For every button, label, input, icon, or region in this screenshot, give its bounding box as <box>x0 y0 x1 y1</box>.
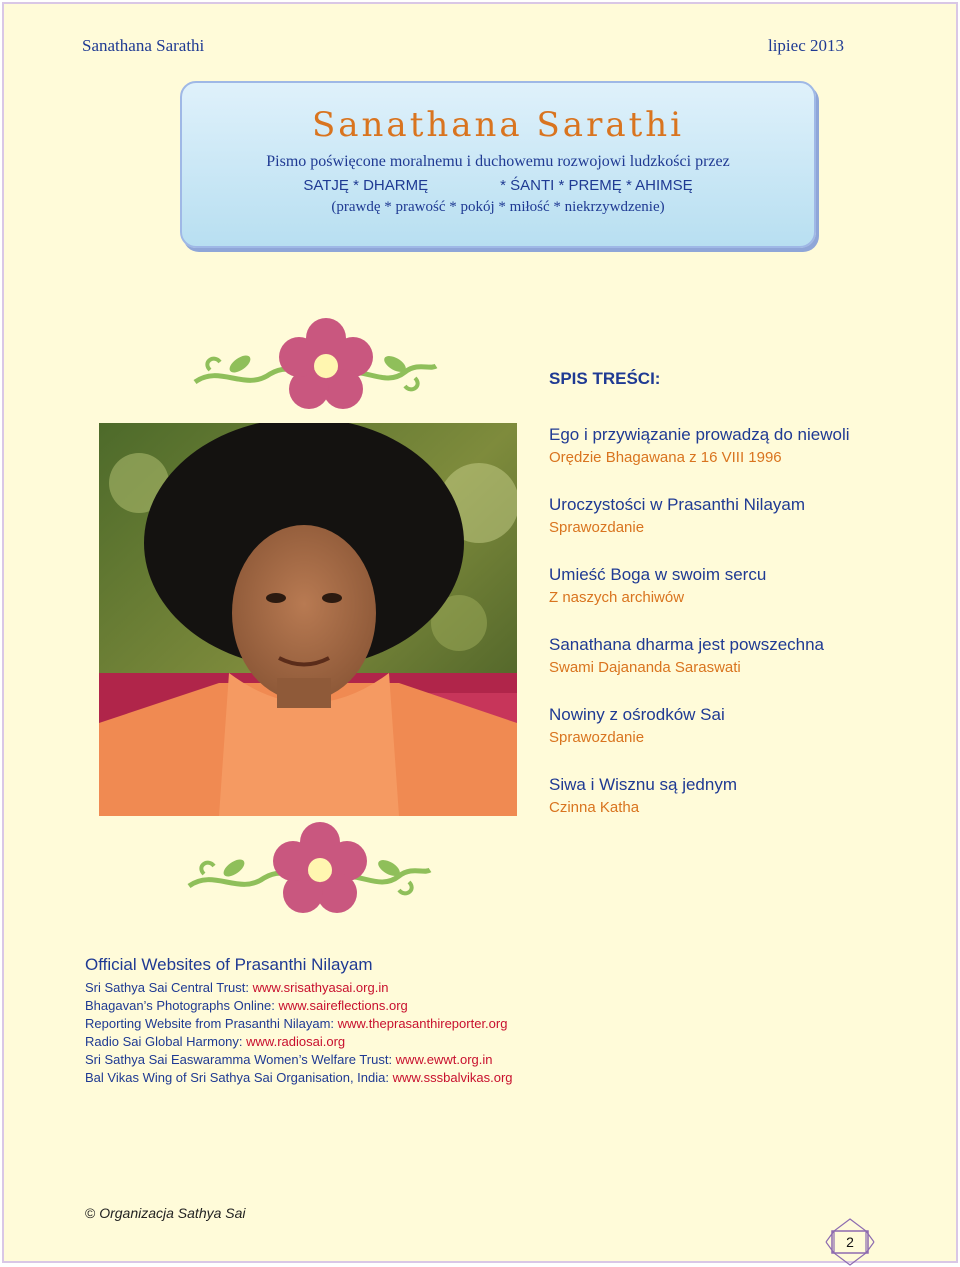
toc-entry-subtitle: Sprawozdanie <box>549 729 645 746</box>
toc-entry-title: Nowiny z ośrodków Sai <box>549 705 725 724</box>
masthead-box <box>180 81 816 248</box>
website-link[interactable]: www.sssbalvikas.org <box>392 1070 513 1085</box>
website-line <box>85 1015 785 1033</box>
toc-entry-subtitle: Czinna Katha <box>549 799 640 816</box>
website-link[interactable]: www.radiosai.org <box>246 1034 346 1049</box>
toc-entry[interactable] <box>549 423 879 469</box>
toc-entry-title: Uroczystości w Prasanthi Nilayam <box>549 495 806 514</box>
toc-entry[interactable] <box>549 563 879 609</box>
toc-entry-subtitle: Z naszych archiwów <box>549 589 685 606</box>
toc-entry-subtitle: Orędzie Bhagawana z 16 VIII 1996 <box>549 449 782 466</box>
table-of-contents <box>549 369 879 843</box>
footer-org: Organizacja Sathya Sai <box>99 1205 246 1221</box>
toc-entry-title: Siwa i Wisznu są jednym <box>549 775 738 794</box>
page <box>2 2 958 1263</box>
header-publication: Sanathana Sarathi <box>82 36 205 55</box>
official-websites <box>85 955 785 1087</box>
website-label: Reporting Website from Prasanthi Nilayam: <box>85 1016 338 1031</box>
toc-entry-title: Ego i przywiązanie prowadzą do niewoli <box>549 425 850 444</box>
website-label: Sri Sathya Sai Easwaramma Women’s Welfare Trust: <box>85 1052 396 1067</box>
toc-entry[interactable] <box>549 493 879 539</box>
header-date: lipiec 2013 <box>767 36 844 55</box>
website-line <box>85 997 785 1015</box>
toc-entry-subtitle: Sprawozdanie <box>549 519 645 536</box>
website-line <box>85 979 785 997</box>
toc-entry-subtitle: Swami Dajananda Saraswati <box>549 659 741 676</box>
toc-entry[interactable] <box>549 773 879 819</box>
values-left: SATJĘ * DHARMĘ <box>303 177 429 194</box>
toc-entry[interactable] <box>549 633 879 679</box>
website-line <box>85 1051 785 1069</box>
website-line <box>85 1033 785 1051</box>
page-number: 2 <box>846 1234 854 1250</box>
website-link[interactable]: www.ewwt.org.in <box>395 1052 493 1067</box>
toc-entry-title: Sanathana dharma jest powszechna <box>549 635 825 654</box>
flower-ornament-icon <box>184 816 434 928</box>
masthead-subtitle: Pismo poświęcone moralnemu i duchowemu rozwojowi ludzkości przez <box>266 153 730 170</box>
website-link[interactable]: www.saireflections.org <box>278 998 408 1013</box>
website-label: Radio Sai Global Harmony: <box>85 1034 247 1049</box>
flower-ornament-icon <box>190 314 440 424</box>
copyright-symbol: © <box>85 1205 96 1221</box>
values-right: * ŚANTI * PREMĘ * AHIMSĘ <box>500 177 693 194</box>
website-line <box>85 1069 785 1087</box>
website-label: Bhagavan’s Photographs Online: <box>85 998 279 1013</box>
website-label: Bal Vikas Wing of Sri Sathya Sai Organisation, India: <box>85 1070 393 1085</box>
websites-title: Official Websites of Prasanthi Nilayam <box>85 955 373 974</box>
toc-heading: SPIS TREŚCI: <box>549 369 661 388</box>
website-link[interactable]: www.srisathyasai.org.in <box>252 980 389 995</box>
masthead-values <box>182 177 814 194</box>
masthead-values-pl: (prawdę * prawość * pokój * miłość * niekrzywdzenie) <box>331 199 665 215</box>
portrait-photo <box>99 423 517 816</box>
toc-entry[interactable] <box>549 703 879 749</box>
toc-entry-title: Umieść Boga w swoim sercu <box>549 565 767 584</box>
website-link[interactable]: www.theprasanthireporter.org <box>337 1016 508 1031</box>
masthead-title: Sanathana Sarathi <box>311 105 685 145</box>
website-label: Sri Sathya Sai Central Trust: <box>85 980 253 995</box>
running-header <box>82 36 844 56</box>
footer-copyright <box>85 1205 246 1221</box>
